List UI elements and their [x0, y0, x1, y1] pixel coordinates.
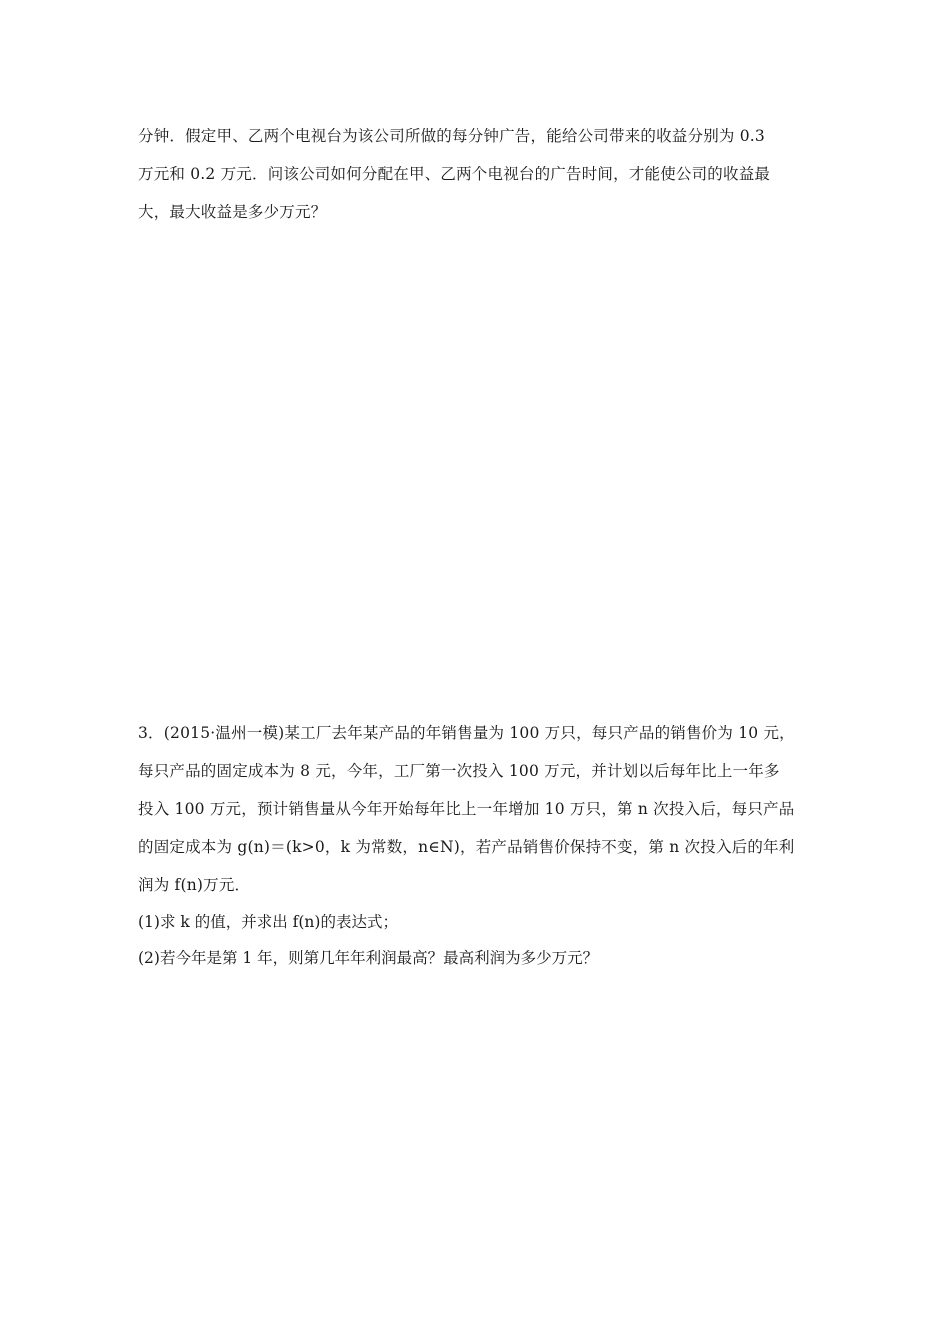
problem-3: [138, 714, 838, 976]
problem-text-line: 大，最大收益是多少万元？: [138, 203, 327, 221]
problem-text-line: 分钟．假定甲、乙两个电视台为该公司所做的每分钟广告，能给公司带来的收益分别为 0.3: [138, 127, 765, 145]
sub-question-2: (2)若今年是第 1 年，则第几年年利润最高？最高利润为多少万元？: [138, 949, 599, 967]
problem-text-line: 的固定成本为 g(n)＝(k>0，k 为常数，n∈N)，若产品销售价保持不变，第 n 次投入后的年利: [138, 838, 795, 856]
problem-2-continuation: [138, 117, 838, 231]
problem-text-line: 润为 f(n)万元．: [138, 876, 251, 894]
problem-text-line: 3．(2015·温州一模)某工厂去年某产品的年销售量为 100 万只，每只产品的销售价为 10 元，: [138, 724, 795, 742]
problem-text-line: 投入 100 万元，预计销售量从今年开始每年比上一年增加 10 万只，第 n 次投入后，每只产品: [138, 800, 795, 818]
problem-text-line: 万元和 0.2 万元．问该公司如何分配在甲、乙两个电视台的广告时间，才能使公司的收益最: [138, 165, 771, 183]
problem-text-line: 每只产品的固定成本为 8 元，今年，工厂第一次投入 100 万元，并计划以后每年比上一年多: [138, 762, 780, 780]
sub-question-1: (1)求 k 的值，并求出 f(n)的表达式；: [138, 913, 398, 931]
